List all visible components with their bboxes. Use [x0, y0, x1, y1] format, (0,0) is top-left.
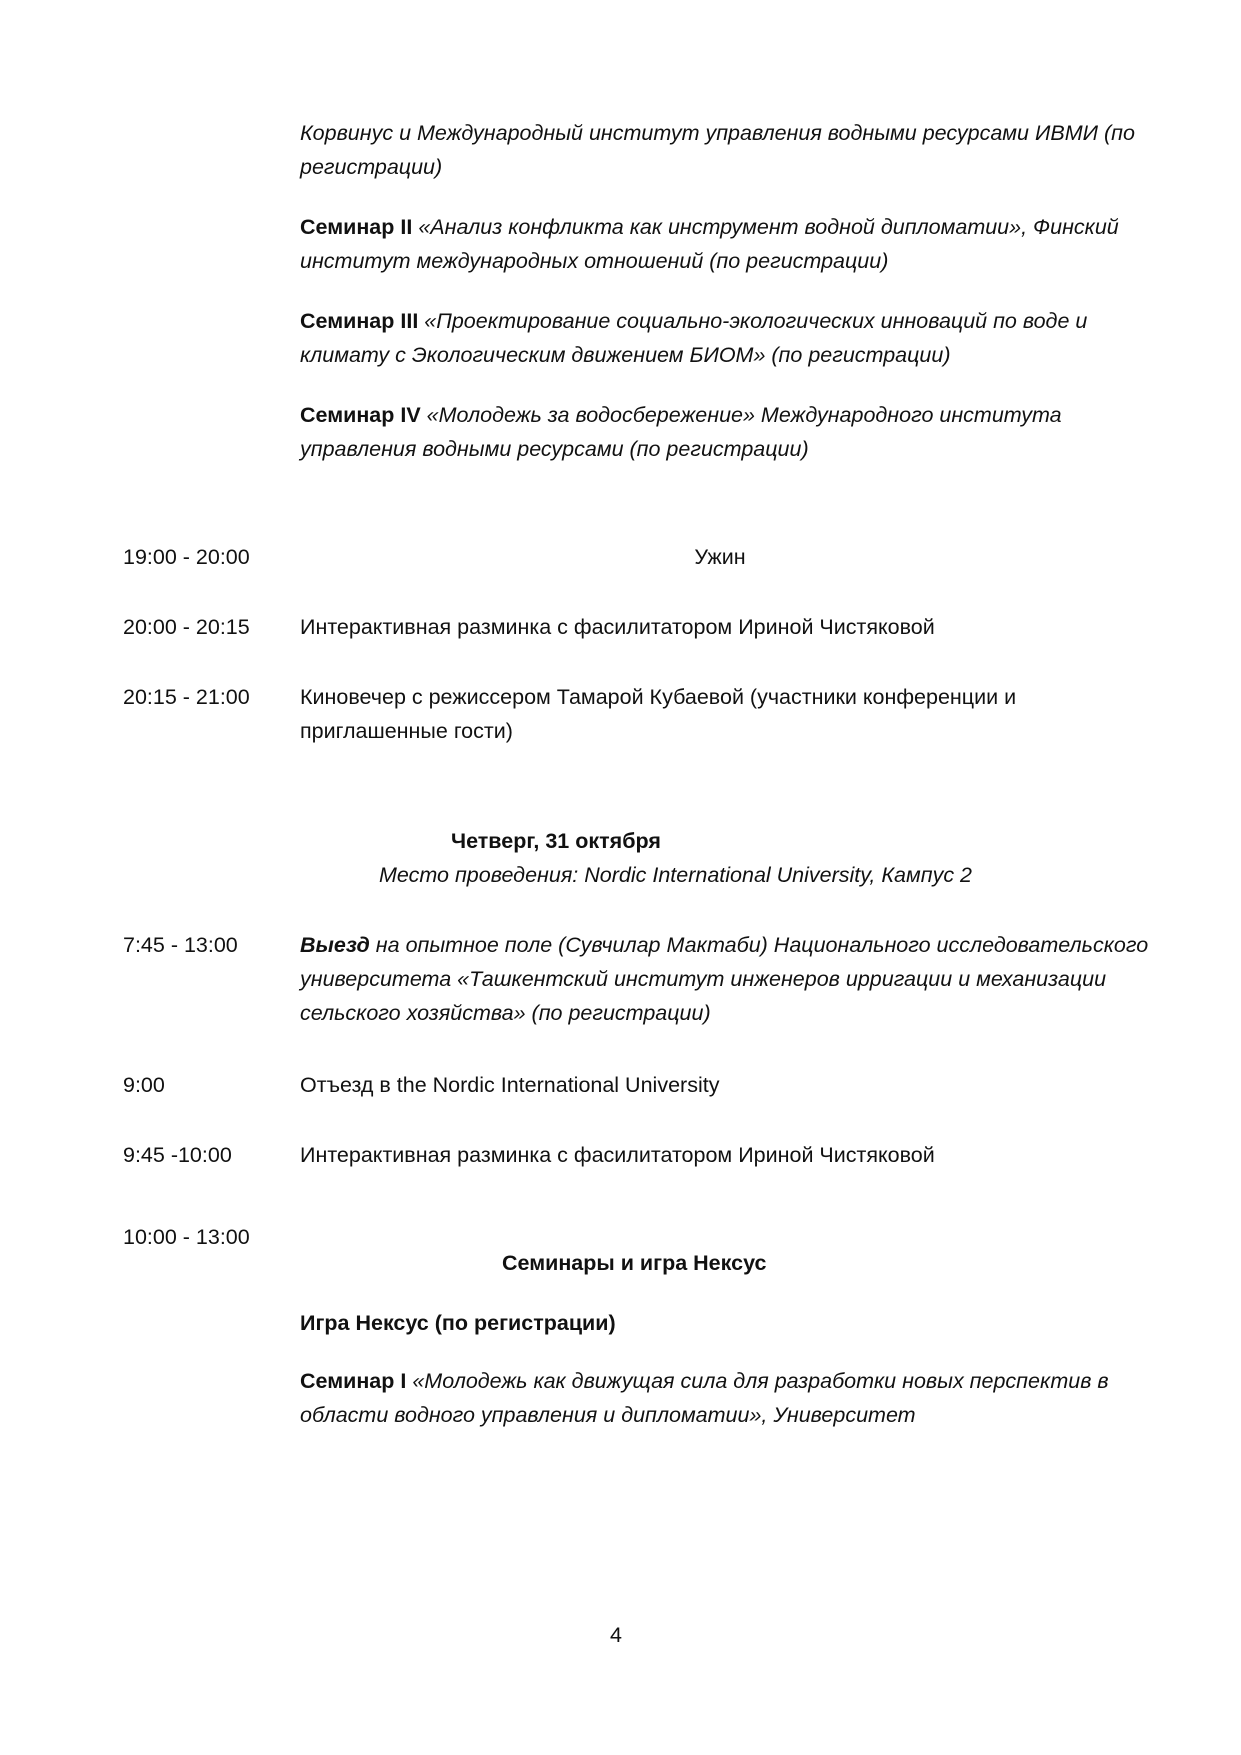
seminar-3-text: «Проектирование социально-экологических инноваций по воде и климату с Экологическим движением БИОМ» (по регистрации) [300, 309, 1088, 367]
seminar-continuation-text: Корвинус и Международный институт управления водными ресурсами ИВМИ (по регистрации) [300, 121, 1135, 179]
schedule-time: 9:00 [123, 1073, 165, 1097]
page-number: 4 [610, 1623, 622, 1647]
seminar-4-label: Семинар IV [300, 403, 421, 427]
nexus-game: Игра Нексус (по регистрации) [300, 1311, 616, 1335]
seminar-3 [300, 304, 1150, 372]
day-heading: Четверг, 31 октября [451, 829, 661, 853]
schedule-time: 20:00 - 20:15 [123, 615, 250, 639]
seminar-3-label: Семинар III [300, 309, 419, 333]
schedule-time: 7:45 - 13:00 [123, 933, 238, 957]
venue-line: Место проведения: Nordic International University, Кампус 2 [379, 863, 973, 887]
seminar-2-text: «Анализ конфликта как инструмент водной дипломатии», Финский институт международных отношений (по регистрации) [300, 215, 1119, 273]
seminar-1-label: Семинар I [300, 1369, 407, 1393]
seminar-4 [300, 398, 1150, 466]
schedule-item: Интерактивная разминка с фасилитатором Ириной Чистяковой [300, 615, 935, 639]
excursion-text: на опытное поле (Сувчилар Мактаби) Национального исследовательского университета «Ташкентский институт инженеров ирригации и механизации сельского хозяйства» (по регистрации) [300, 933, 1149, 1025]
schedule-time: 10:00 - 13:00 [123, 1225, 250, 1249]
schedule-item: Отъезд в the Nordic International University [300, 1073, 720, 1097]
schedule-time: 20:15 - 21:00 [123, 685, 250, 709]
seminar-2 [300, 210, 1150, 278]
seminar-1 [300, 1364, 1150, 1432]
seminar-1-text: «Молодежь как движущая сила для разработки новых перспектив в области водного управления и дипломатии», Университет [300, 1369, 1109, 1427]
schedule-item-dinner: Ужин [694, 545, 746, 569]
schedule-time: 9:45 -10:00 [123, 1143, 232, 1167]
excursion-bold-lead: Выезд [300, 933, 370, 957]
schedule-item-excursion [300, 928, 1150, 1030]
schedule-item: Киновечер с режиссером Тамарой Кубаевой (участники конференции и приглашенные гости) [300, 685, 1017, 743]
block-heading: Семинары и игра Нексус [502, 1251, 767, 1275]
schedule-item: Интерактивная разминка с фасилитатором Ириной Чистяковой [300, 1143, 935, 1167]
seminar-4-text: «Молодежь за водосбережение» Международного института управления водными ресурсами (по регистрации) [300, 403, 1062, 461]
seminar-2-label: Семинар II [300, 215, 413, 239]
schedule-time: 19:00 - 20:00 [123, 545, 250, 569]
